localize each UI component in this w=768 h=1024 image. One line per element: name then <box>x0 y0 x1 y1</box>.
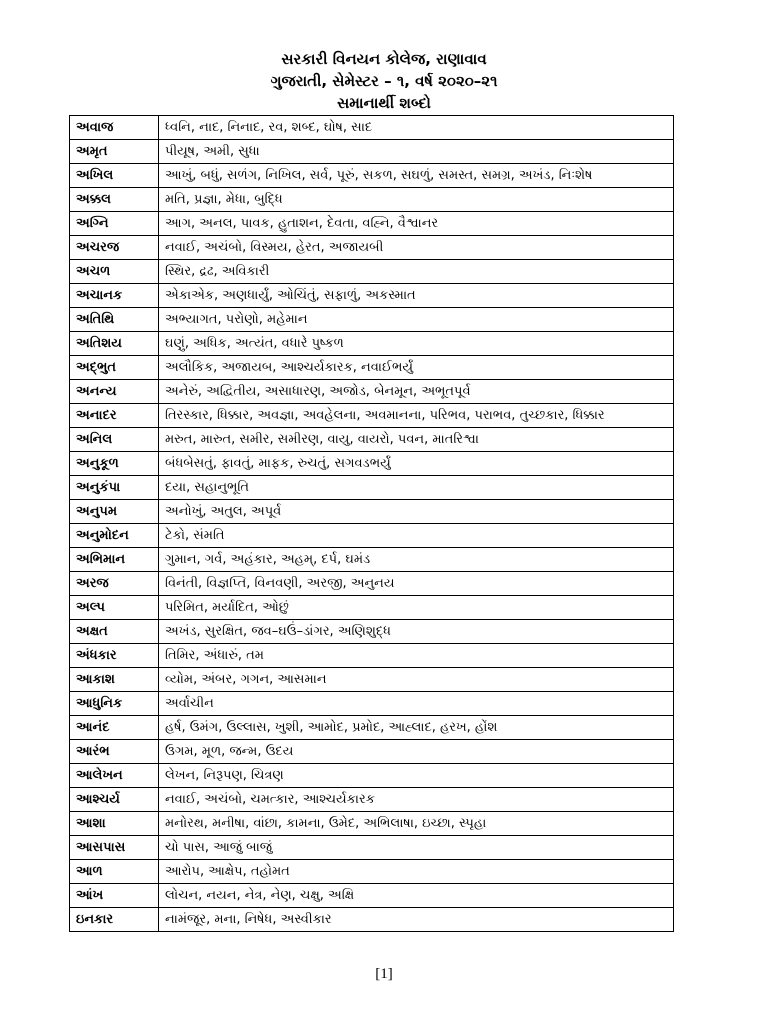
table-row <box>70 620 674 644</box>
synonyms-cell: નવાઈ, અચંબો, ચમત્કાર, આશ્ચર્યકારક <box>159 788 674 812</box>
table-row <box>70 812 674 836</box>
word-cell: આલેખન <box>70 764 159 788</box>
table-row <box>70 140 674 164</box>
word-cell: આરંભ <box>70 740 159 764</box>
word-cell: આશા <box>70 812 159 836</box>
course-subtitle: ગુજરાતી, સેમેસ્ટર – ૧, વર્ષ ૨૦૨૦–૨૧ <box>270 72 498 90</box>
table-row <box>70 692 674 716</box>
synonyms-cell: અનેરું, અદ્વિતીય, અસાધારણ, અજોડ, બેનમૂન, અભૂતપૂર્વ <box>159 380 674 404</box>
topic-title: સમાનાર્થી શબ્દો <box>337 94 431 112</box>
table-row <box>70 236 674 260</box>
table-row <box>70 380 674 404</box>
word-cell: અખિલ <box>70 164 159 188</box>
synonyms-cell: લેખન, નિરૂપણ, ચિત્રણ <box>159 764 674 788</box>
word-cell: અક્ષત <box>70 620 159 644</box>
word-cell: અવાજ <box>70 116 159 140</box>
word-cell: આશ્ચર્ય <box>70 788 159 812</box>
synonyms-cell: ઘણું, અધિક, અત્યંત, વધારે પુષ્કળ <box>159 332 674 356</box>
table-row <box>70 116 674 140</box>
synonyms-cell: મરુત, મારુત, સમીર, સમીરણ, વાયુ, વાયરો, પવન, માતરિશ્વા <box>159 428 674 452</box>
table-row <box>70 404 674 428</box>
synonyms-table <box>69 115 674 932</box>
synonyms-cell: દયા, સહાનુભૂતિ <box>159 476 674 500</box>
synonyms-cell: પરિમિત, મર્યાદિત, ઓછું <box>159 596 674 620</box>
word-cell: આનંદ <box>70 716 159 740</box>
synonyms-cell: ધ્વનિ, નાદ, નિનાદ, રવ, શબ્દ, ઘોષ, સાદ <box>159 116 674 140</box>
table-row <box>70 668 674 692</box>
word-cell: અગ્નિ <box>70 212 159 236</box>
table-row <box>70 308 674 332</box>
word-cell: અરજ <box>70 572 159 596</box>
synonyms-cell: અખંડ, સુરક્ષિત, જવ–ઘઉં–ડાંગર, અણિશુદ્ધ <box>159 620 674 644</box>
synonyms-cell: હર્ષ, ઉમંગ, ઉલ્લાસ, ખુશી, આમોદ, પ્રમોદ, આહ્લાદ, હરખ, હોંશ <box>159 716 674 740</box>
synonyms-cell: ચો પાસ, આજું બાજું <box>159 836 674 860</box>
table-row <box>70 452 674 476</box>
word-cell: અનુકૂળ <box>70 452 159 476</box>
word-cell: અનન્ય <box>70 380 159 404</box>
synonyms-cell: નવાઈ, અચંબો, વિસ્મય, હેરત, અજાયબી <box>159 236 674 260</box>
table-row <box>70 836 674 860</box>
word-cell: આંખ <box>70 884 159 908</box>
table-row <box>70 548 674 572</box>
word-cell: અચાનક <box>70 284 159 308</box>
table-row <box>70 164 674 188</box>
table-row <box>70 716 674 740</box>
table-row <box>70 764 674 788</box>
table-row <box>70 908 674 932</box>
synonyms-cell: તિરસ્કાર, ધિક્કાર, અવજ્ઞા, અવહેલના, અવમાનના, પરિભવ, પરાભવ, તુચ્છકાર, ધિક્કાર <box>159 404 674 428</box>
synonyms-cell: મતિ, પ્રજ્ઞા, મેધા, બુદ્ધિ <box>159 188 674 212</box>
word-cell: ઇનકાર <box>70 908 159 932</box>
word-cell: અમૃત <box>70 140 159 164</box>
word-cell: અનાદર <box>70 404 159 428</box>
word-cell: અચરજ <box>70 236 159 260</box>
college-title: સરકારી વિનયન કોલેજ, રાણાવાવ <box>281 50 487 68</box>
table-row <box>70 524 674 548</box>
table-row <box>70 788 674 812</box>
word-cell: અતિશય <box>70 332 159 356</box>
table-row <box>70 356 674 380</box>
word-cell: અભિમાન <box>70 548 159 572</box>
table-row <box>70 740 674 764</box>
table-row <box>70 260 674 284</box>
synonyms-cell: બંધબેસતું, ફાવતું, માફક, રુચતું, સગવડભર્યું <box>159 452 674 476</box>
word-cell: અનિલ <box>70 428 159 452</box>
word-cell: અનુકંપા <box>70 476 159 500</box>
word-cell: આધુનિક <box>70 692 159 716</box>
word-cell: અતિથિ <box>70 308 159 332</box>
synonyms-table-body <box>70 116 674 932</box>
synonyms-cell: વિનંતી, વિજ્ઞપ્તિ, વિનવણી, અરજી, અનુનય <box>159 572 674 596</box>
word-cell: અક્કલ <box>70 188 159 212</box>
document-header <box>0 48 768 114</box>
synonyms-cell: અભ્યાગત, પરોણો, મહેમાન <box>159 308 674 332</box>
table-row <box>70 428 674 452</box>
synonyms-cell: ગુમાન, ગર્વ, અહંકાર, અહમ્, દર્પ, ઘમંડ <box>159 548 674 572</box>
word-cell: અચળ <box>70 260 159 284</box>
word-cell: અંધકાર <box>70 644 159 668</box>
synonyms-cell: ઉગમ, મૂળ, જન્મ, ઉદય <box>159 740 674 764</box>
table-row <box>70 596 674 620</box>
table-row <box>70 644 674 668</box>
word-cell: અલ્પ <box>70 596 159 620</box>
synonyms-cell: અર્વાચીન <box>159 692 674 716</box>
table-row <box>70 860 674 884</box>
page-number: [1] <box>375 966 393 982</box>
table-row <box>70 284 674 308</box>
synonyms-cell: આગ, અનલ, પાવક, હુતાશન, દેવતા, વહ્નિ, વૈશ્વાનર <box>159 212 674 236</box>
synonyms-cell: આરોપ, આક્ષેપ, તહોમત <box>159 860 674 884</box>
synonyms-cell: પીયૂષ, અમી, સુધા <box>159 140 674 164</box>
table-row <box>70 476 674 500</box>
word-cell: અનુપમ <box>70 500 159 524</box>
synonyms-cell: લોચન, નયન, નેત્ર, નેણ, ચક્ષુ, અક્ષિ <box>159 884 674 908</box>
synonyms-cell: આખું, બધું, સળંગ, નિખિલ, સર્વ, પૂરું, સકળ, સઘળું, સમસ્ત, સમગ્ર, અખંડ, નિઃશેષ <box>159 164 674 188</box>
synonyms-cell: ટેકો, સંમતિ <box>159 524 674 548</box>
synonyms-cell: તિમિર, અંધારું, તમ <box>159 644 674 668</box>
word-cell: આળ <box>70 860 159 884</box>
table-row <box>70 884 674 908</box>
word-cell: અદ્ભુત <box>70 356 159 380</box>
synonyms-cell: વ્યોમ, અંબર, ગગન, આસમાન <box>159 668 674 692</box>
table-row <box>70 188 674 212</box>
synonyms-cell: અલૌકિક, અજાયબ, આશ્ચર્યકારક, નવાઈભર્યું <box>159 356 674 380</box>
synonyms-cell: અનોખું, અતુલ, અપૂર્વ <box>159 500 674 524</box>
word-cell: આકાશ <box>70 668 159 692</box>
table-row <box>70 500 674 524</box>
synonyms-cell: નામંજૂર, મના, નિષેધ, અસ્વીકાર <box>159 908 674 932</box>
synonyms-cell: એકાએક, અણધાર્યું, ઓચિંતું, સફાળું, અકસ્માત <box>159 284 674 308</box>
synonyms-cell: સ્થિર, દ્રઢ, અવિકારી <box>159 260 674 284</box>
word-cell: આસપાસ <box>70 836 159 860</box>
table-row <box>70 332 674 356</box>
synonyms-cell: મનોરથ, મનીષા, વાંછા, કામના, ઉમેદ, અભિલાષા, ઇચ્છા, સ્પૃહા <box>159 812 674 836</box>
table-row <box>70 212 674 236</box>
table-row <box>70 572 674 596</box>
word-cell: અનુમોદન <box>70 524 159 548</box>
